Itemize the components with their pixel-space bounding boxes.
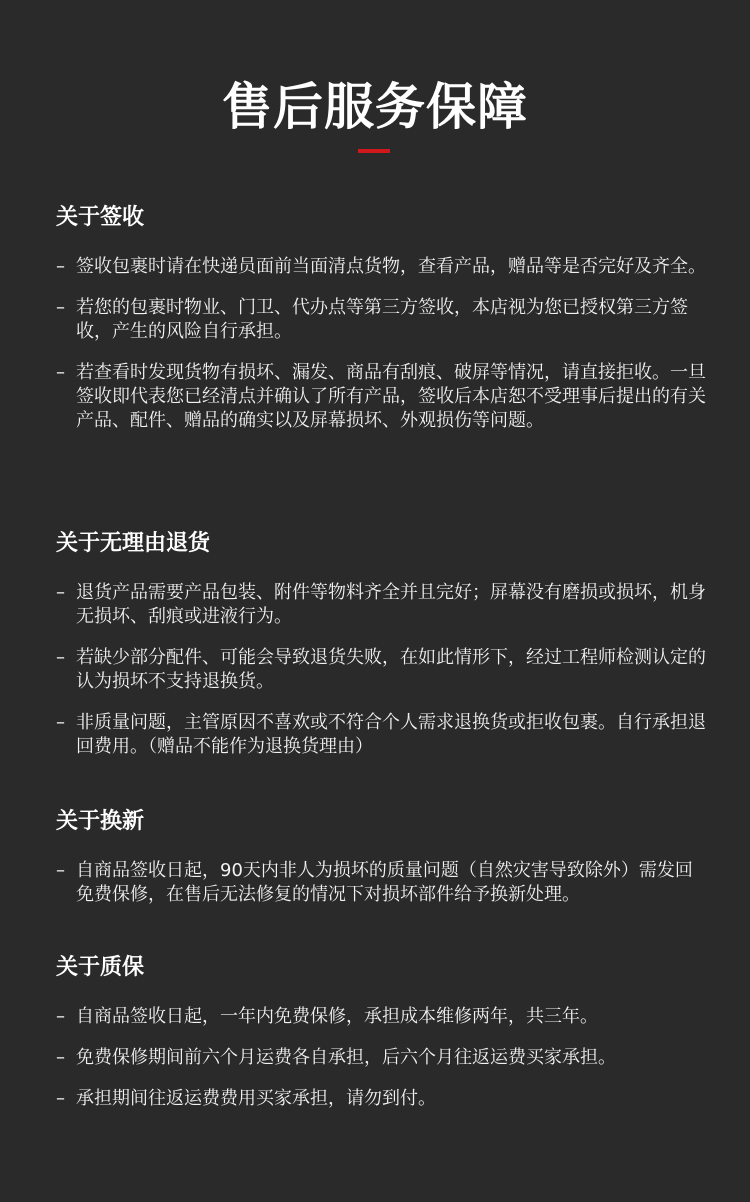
item-text: 免费保修期间前六个月运费各自承担，后六个月往返运费买家承担。 — [76, 1047, 616, 1068]
item-text: 非质量问题，主管原因不喜欢或不符合个人需求退换货或拒收包裹。自行承担退回费用。（赠品不能作为退换货理由） — [76, 712, 706, 757]
item-text: 若缺少部分配件、可能会导致退货失败，在如此情形下，经过工程师检测认定的认为损坏不支持退换货。 — [76, 647, 706, 692]
item-text: 自商品签收日起，一年内免费保修，承担成本维修两年，共三年。 — [76, 1006, 598, 1027]
dash-bullet: – — [56, 1047, 65, 1068]
list-item — [56, 255, 706, 279]
list-item — [56, 296, 706, 344]
list-item — [56, 581, 706, 629]
item-text: 承担期间往返运费费用买家承担，请勿到付。 — [76, 1088, 436, 1109]
dash-bullet: – — [56, 256, 65, 277]
dash-bullet: – — [56, 1006, 65, 1027]
section-heading: 关于换新 — [56, 809, 145, 834]
dash-bullet: – — [56, 647, 65, 668]
dash-bullet: – — [56, 860, 65, 881]
list-item — [56, 361, 706, 433]
page-title: 售后服务保障 — [222, 78, 528, 136]
dash-bullet: – — [56, 582, 65, 603]
list-item — [56, 646, 706, 694]
item-text: 自商品签收日起，90天内非人为损坏的质量问题（自然灾害导致除外）需发回免费保修，在售后无法修复的情况下对损坏部件给予换新处理。 — [76, 860, 693, 905]
title-underline — [358, 149, 390, 153]
dash-bullet: – — [56, 712, 65, 733]
section-warranty — [56, 953, 706, 1128]
section-no-reason-return — [56, 529, 706, 776]
item-text: 若查看时发现货物有损坏、漏发、商品有刮痕、破屏等情况，请直接拒收。一旦签收即代表您已经清点并确认了所有产品，签收后本店恕不受理事后提出的有关产品、配件、赠品的确实以及屏幕损坏、外观损伤等问题。 — [76, 362, 706, 431]
section-sign-receipt — [56, 203, 706, 450]
list-item — [56, 1005, 706, 1029]
list-item — [56, 859, 706, 907]
dash-bullet: – — [56, 297, 65, 318]
dash-bullet: – — [56, 362, 65, 383]
item-text: 退货产品需要产品包装、附件等物料齐全并且完好；屏幕没有磨损或损坏，机身无损坏、刮痕或进液行为。 — [76, 582, 706, 627]
list-item — [56, 711, 706, 759]
section-heading: 关于签收 — [56, 205, 145, 230]
section-replacement — [56, 807, 706, 924]
section-heading: 关于质保 — [56, 955, 145, 980]
dash-bullet: – — [56, 1088, 65, 1109]
list-item — [56, 1087, 706, 1111]
item-text: 签收包裹时请在快递员面前当面清点货物，查看产品，赠品等是否完好及齐全。 — [76, 256, 706, 277]
section-heading: 关于无理由退货 — [56, 531, 211, 556]
item-text: 若您的包裹时物业、门卫、代办点等第三方签收，本店视为您已授权第三方签收，产生的风险自行承担。 — [76, 297, 688, 342]
list-item — [56, 1046, 706, 1070]
